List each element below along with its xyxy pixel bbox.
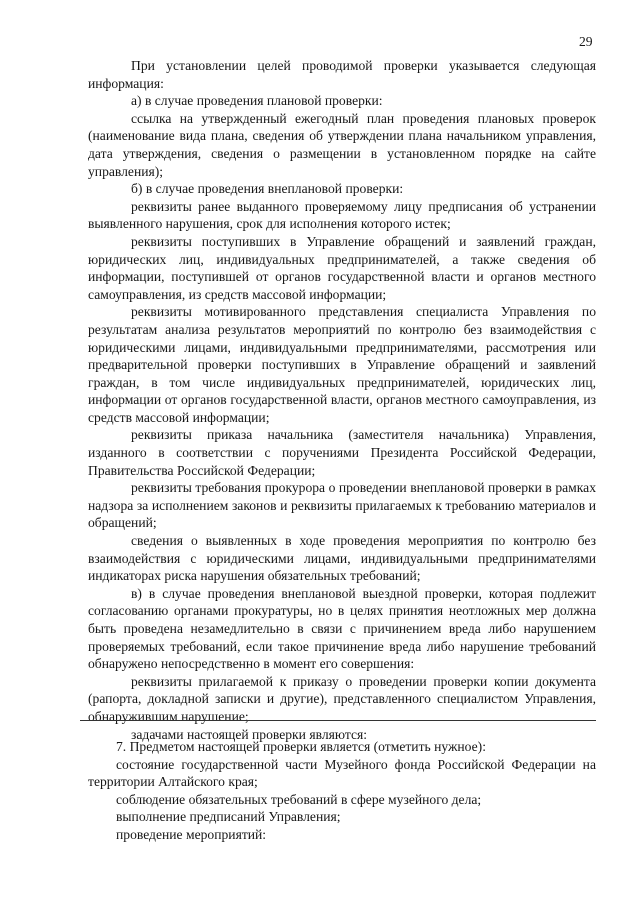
paragraph: сведения о выявленных в ходе проведения мероприятия по контролю без взаимодействия с юридическими лицами, индивидуальными предпринимателями индикаторах риска нарушения обязательных требований; <box>88 533 596 584</box>
horizontal-rule <box>80 720 596 721</box>
section-item: проведение мероприятий: <box>116 826 267 842</box>
paragraph: ссылка на утвержденный ежегодный план проведения плановых проверок (наименование вида плана, сведения об утверждении плана начальником управления, дата утверждения, сведения о размещении в установленном порядке на сайте управления); <box>88 110 596 179</box>
section-heading: 7. Предметом настоящей проверки является (отметить нужное): <box>116 739 486 754</box>
paragraph: При установлении целей проводимой проверки указывается следующая информация: <box>88 58 596 91</box>
section-7 <box>88 738 596 844</box>
paragraph: реквизиты поступивших в Управление обращений и заявлений граждан, юридических лиц, индивидуальных предпринимателей, а также сведения об информации, поступившей от органов государственной власти и органов местного самоуправления, из средств массовой информации; <box>88 233 596 302</box>
page-number: 29 <box>579 34 593 49</box>
paragraph: задачами настоящей проверки являются: <box>131 726 368 742</box>
paragraph: реквизиты приказа начальника (заместителя начальника) Управления, изданного в соответствии с поручениями Президента Российской Федерации, Правительства Российской Федерации; <box>88 427 596 478</box>
paragraph: реквизиты мотивированного представления специалиста Управления по результатам анализа результатов мероприятий по контролю без взаимодействия с юридическими лицами, индивидуальными предпринимателями, рассмотрения или предварительной проверки поступивших в Управление обращений и заявлений граждан, в том числе индивидуальных предпринимателей, юридических лиц, информации от органов государственной власти, органов местного самоуправления, из средств массовой информации; <box>88 304 596 425</box>
section-item: состояние государственной части Музейного фонда Российской Федерации на территории Алтайского края; <box>88 756 596 790</box>
paragraph: реквизиты прилагаемой к приказу о проведении проверки копии документа (рапорта, докладной записки и другие), представленного специалистом Управления, обнаружившим нарушение; <box>88 673 596 724</box>
paragraph: в) в случае проведения внеплановой выездной проверки, которая подлежит согласованию органами прокуратуры, но в целях принятия неотложных мер должна быть проведена незамедлительно в связи с причинением вреда либо нарушением проверяемых требований, если такое причинение вреда либо нарушение требований обнаружено непосредственно в момент его совершения: <box>88 585 596 672</box>
paragraph: а) в случае проведения плановой проверки: <box>131 93 383 109</box>
paragraph: б) в случае проведения внеплановой проверки: <box>131 181 404 197</box>
paragraph: реквизиты ранее выданного проверяемому лицу предписания об устранении выявленного нарушения, срок для исполнения которого истек; <box>88 198 596 232</box>
paragraph: реквизиты требования прокурора о проведении внеплановой проверки в рамках надзора за исполнением законов и реквизиты прилагаемых к требованию материалов и обращений; <box>88 480 596 531</box>
body-text <box>88 57 596 743</box>
section-item: соблюдение обязательных требований в сфере музейного дела; <box>116 791 482 807</box>
section-item: выполнение предписаний Управления; <box>116 809 341 825</box>
